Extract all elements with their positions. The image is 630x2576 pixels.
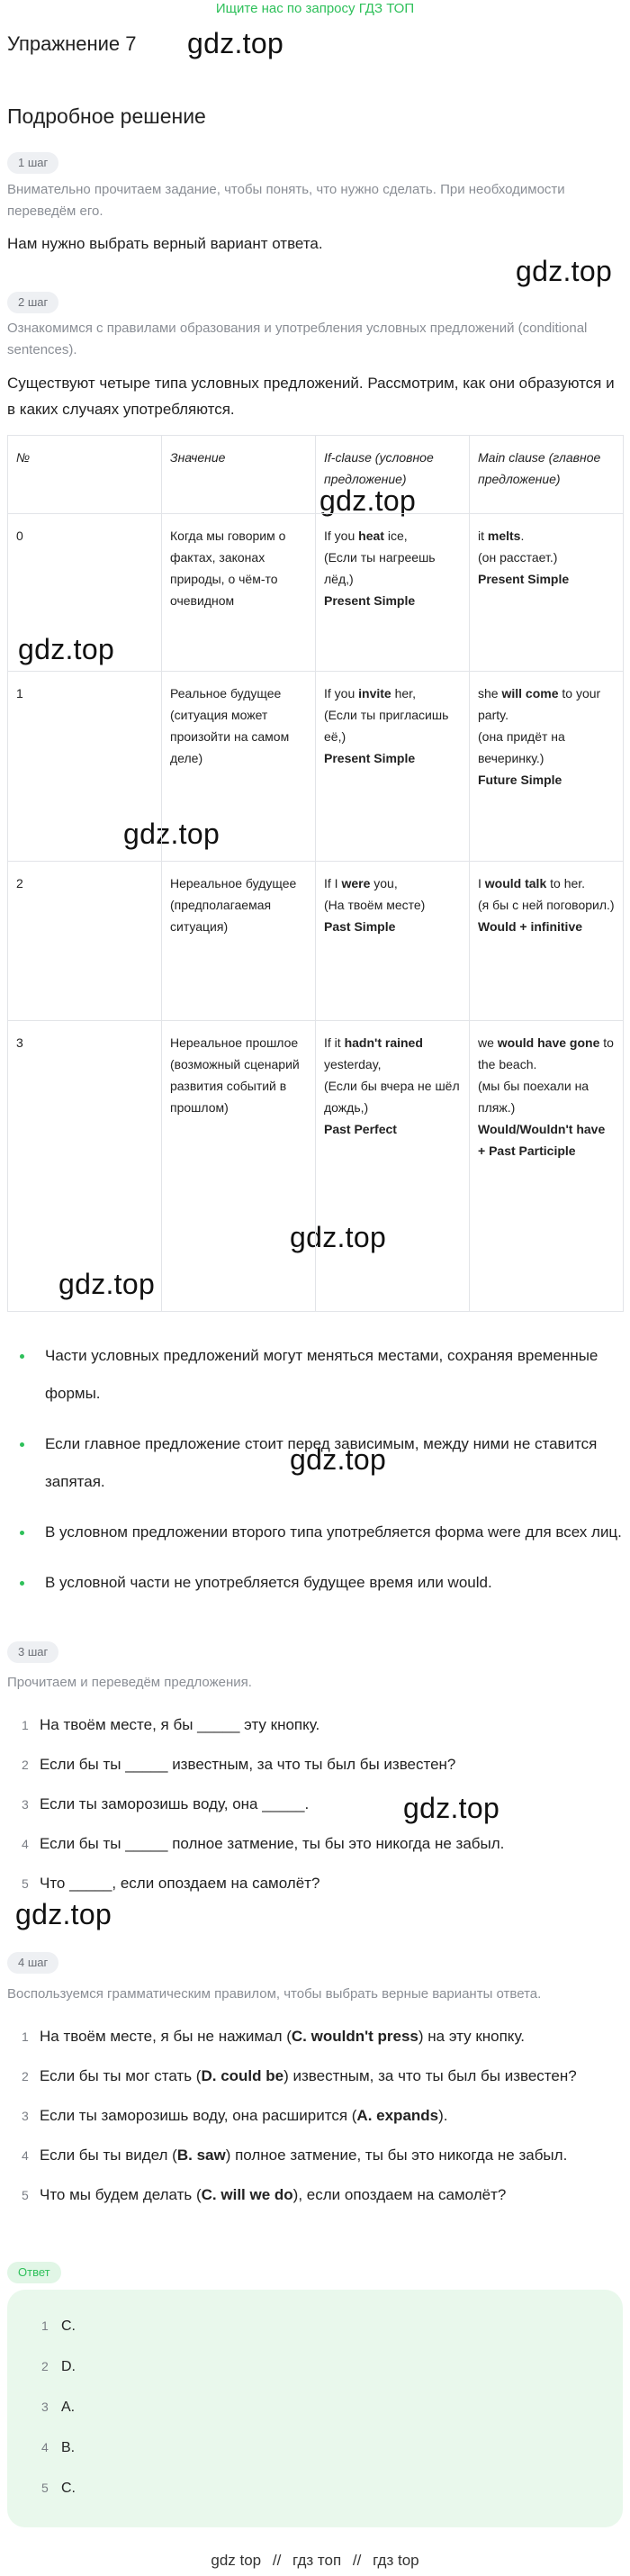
list-item: 3 Если ты заморозишь воду, она _____.	[22, 1795, 310, 1812]
list-item: 2 Если бы ты мог стать (D. could be) известным, за что ты был бы известен?	[22, 2067, 577, 2084]
watermark: gdz.top	[123, 818, 220, 850]
step-instruction: Внимательно прочитаем задание, чтобы понять, что нужно сделать. При необходимости переведём его.	[7, 182, 565, 219]
table-row	[8, 862, 624, 1021]
row-meaning: Нереальное прошлое (возможный сценарий развития событий в прошлом)	[162, 1021, 316, 1312]
if-clause: If it hadn't rained yesterday, (Если бы вчера не шёл дождь,) Past Perfect	[316, 1021, 470, 1312]
step-text: Существуют четыре типа условных предложений. Рассмотрим, как они образуются и в каких случаях употребляются.	[7, 375, 615, 418]
table-row	[8, 514, 624, 672]
row-number: 1	[8, 672, 162, 862]
bullet-icon	[20, 1354, 24, 1359]
watermark: gdz.top	[187, 27, 284, 59]
table-row	[8, 672, 624, 862]
step-badge: 4 шаг	[7, 1952, 58, 1974]
watermark: gdz.top	[403, 1792, 500, 1824]
answer-list	[32, 2306, 76, 2508]
table-header: Значение	[162, 436, 316, 514]
main-clause: it melts. (он расстает.) Present Simple	[470, 514, 624, 672]
list-item: В условной части не употребляется будущее время или would.	[7, 1564, 623, 1602]
step-instruction: Прочитаем и переведём предложения.	[7, 1675, 252, 1690]
list-item: 1 На твоём месте, я бы не нажимал (C. wouldn't press) на эту кнопку.	[22, 2028, 525, 2045]
solution-list	[7, 2017, 623, 2215]
list-item: 4 B.	[41, 2440, 76, 2455]
row-number: 2	[8, 862, 162, 1021]
footer-link[interactable]: gdz top	[211, 2552, 262, 2569]
watermark: gdz.top	[58, 1268, 156, 1300]
bullet-icon	[20, 1442, 24, 1447]
table-header-row	[8, 436, 624, 514]
step-instruction: Воспользуемся грамматическим правилом, чтобы выбрать верные варианты ответа.	[7, 1986, 542, 2002]
list-item: В условном предложении второго типа употребляется форма were для всех лиц.	[7, 1514, 623, 1551]
footer-link[interactable]: гдз топ	[292, 2552, 342, 2569]
list-item: 1 C.	[41, 2318, 76, 2334]
list-item: 2 D.	[41, 2359, 76, 2374]
table-row	[8, 1021, 624, 1312]
answer-panel	[7, 2290, 623, 2527]
row-meaning: Когда мы говорим о фактах, законах природы, о чём-то очевидном	[162, 514, 316, 672]
list-item: 1 На твоём месте, я бы _____ эту кнопку.	[22, 1716, 320, 1733]
watermark: gdz.top	[290, 1443, 387, 1476]
if-clause: If you heat ice, (Если ты нагреешь лёд,) Present Simple	[316, 514, 470, 672]
step-badge: 1 шаг	[7, 152, 58, 174]
bullet-icon	[20, 1581, 24, 1586]
search-banner: Ищите нас по запросу ГДЗ ТОП	[215, 1, 415, 16]
footer-separator: //	[272, 2552, 282, 2569]
row-meaning: Реальное будущее (ситуация может произойти на самом деле)	[162, 672, 316, 862]
footer-link[interactable]: гдз top	[373, 2552, 419, 2569]
list-item: 5 C.	[41, 2481, 76, 2496]
table-header: If-clause (условное предложение)	[316, 436, 470, 514]
main-clause: she will come to your party. (она придёт на вечеринку.) Future Simple	[470, 672, 624, 862]
row-number: 3	[8, 1021, 162, 1312]
list-item: 3 Если ты заморозишь воду, она расширится (A. expands).	[22, 2107, 448, 2124]
translation-list	[7, 1705, 623, 1903]
watermark: gdz.top	[15, 1898, 112, 1930]
step-text: Нам нужно выбрать верный вариант ответа.	[7, 235, 323, 252]
conditionals-table	[7, 435, 624, 1312]
step-badge: 3 шаг	[7, 1641, 58, 1663]
watermark: gdz.top	[290, 1221, 387, 1253]
list-item: 4 Если бы ты _____ полное затмение, ты бы это никогда не забыл.	[22, 1835, 505, 1852]
footer-separator: //	[352, 2552, 362, 2569]
page-title: Упражнение 7	[7, 32, 137, 55]
table-header: Main clause (главное предложение)	[470, 436, 624, 514]
row-number: 0	[8, 514, 162, 672]
list-item: 5 Что мы будем делать (C. will we do), если опоздаем на самолёт?	[22, 2186, 507, 2203]
main-clause: we would have gone to the beach. (мы бы поехали на пляж.) Would/Wouldn't have + Past Participle	[470, 1021, 624, 1312]
list-item: 5 Что _____, если опоздаем на самолёт?	[22, 1875, 320, 1892]
if-clause: If you invite her, (Если ты пригласишь её,) Present Simple	[316, 672, 470, 862]
list-item: 4 Если бы ты видел (B. saw) полное затмение, ты бы это никогда не забыл.	[22, 2147, 568, 2164]
row-meaning: Нереальное будущее (предполагаемая ситуация)	[162, 862, 316, 1021]
main-clause: I would talk to her. (я бы с ней поговорил.) Would + infinitive	[470, 862, 624, 1021]
list-item: 2 Если бы ты _____ известным, за что ты был бы известен?	[22, 1756, 456, 1773]
if-clause: If I were you, (На твоём месте) Past Simple	[316, 862, 470, 1021]
bullet-icon	[20, 1531, 24, 1535]
watermark: gdz.top	[516, 255, 613, 287]
step-instruction: Ознакомимся с правилами образования и употребления условных предложений (conditional sentences).	[7, 321, 588, 357]
table-header: №	[8, 436, 162, 514]
list-item: 3 A.	[41, 2400, 76, 2415]
watermark: gdz.top	[320, 484, 417, 517]
list-item: Части условных предложений могут меняться местами, сохраняя временные формы.	[7, 1337, 623, 1413]
footer-links	[0, 2548, 630, 2573]
step-badge: 2 шаг	[7, 292, 58, 313]
answer-badge: Ответ	[7, 2262, 61, 2283]
watermark: gdz.top	[18, 633, 115, 665]
rule-notes	[7, 1337, 623, 1614]
list-item: Если главное предложение стоит перед зависимым, между ними не ставится запятая.	[7, 1425, 623, 1501]
solution-heading: Подробное решение	[7, 104, 206, 128]
